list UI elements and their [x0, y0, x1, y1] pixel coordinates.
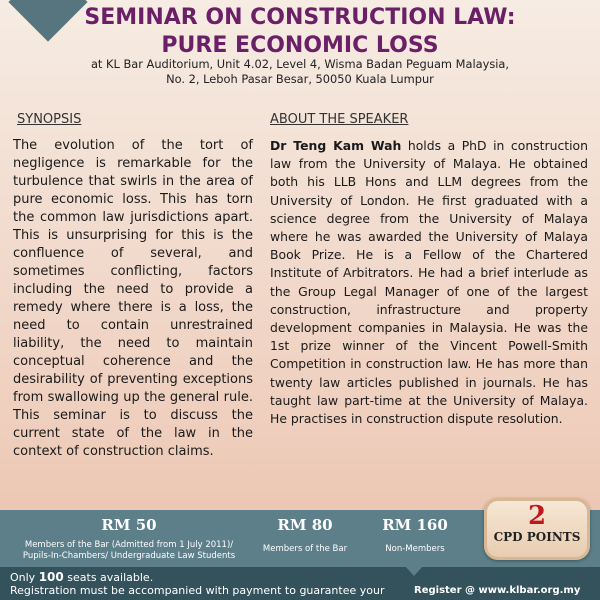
title-line-2: PURE ECONOMIC LOSS	[161, 33, 439, 58]
price-amount: RM 80	[277, 516, 333, 534]
notch-decoration	[405, 566, 423, 576]
title-line-1: SEMINAR ON CONSTRUCTION LAW:	[84, 5, 516, 30]
venue-line-2: No. 2, Leboh Pasar Besar, 50050 Kuala Lumpur	[166, 71, 434, 86]
price-desc-line-2: Pupils-In-Chambers/ Undergraduate Law Students	[22, 551, 236, 561]
register-link[interactable]: Register @ www.klbar.org.my	[414, 585, 581, 596]
synopsis-heading: SYNOPSIS	[17, 112, 82, 127]
synopsis-body: The evolution of the tort of negligence is remarkable for the turbulence that swirls in the area of pure economic loss. This has torn the common law jurisdictions apart. This is unsurprising for this is the confluence of several, and sometimes conflicting, factors including the need to provide a remedy where there is a loss, the need to contain unrestrained liability, the need to maintain conceptual coherence and the desirability of preventing exceptions from swallowing up the general rule. This seminar is to discuss the current state of the law in the context of construction claims.	[13, 138, 253, 459]
registration-note: Registration must be accompanied with payment to guarantee your	[10, 584, 385, 597]
price-desc: Non-Members	[385, 544, 445, 554]
price-amount: RM 160	[382, 516, 448, 534]
price-tier-2	[250, 516, 360, 555]
seats-available	[10, 570, 153, 585]
price-desc	[0, 540, 258, 562]
cpd-points-number: 2	[527, 501, 547, 531]
speaker-bio-text: holds a PhD in construction law from the University of Malaya. He obtained both his LLB Hons and LLM degrees from the University of London. He first graduated with a science degree from the University of Malaya where he was awarded the University of Malaya Book Prize. He is a Fellow of the Chartered Institute of Arbitrators. He had a brief interlude as the Group Legal Manager of one of the largest construction, infrastructure and property development companies in Malaysia. He was the 1st prize winner of the Vincent Powell-Smith Competition in construction law. He has more than twenty law articles published in journals. He has taught law part-time at the University of Malaya. He practises in construction dispute resolution.	[270, 138, 588, 427]
seats-prefix: Only	[10, 571, 39, 584]
cpd-points-badge	[484, 498, 590, 560]
price-tier-1	[0, 516, 258, 562]
price-desc: Members of the Bar	[262, 544, 348, 554]
seats-count: 100	[38, 570, 64, 584]
footer-bar	[0, 567, 600, 600]
seats-suffix: seats available.	[63, 571, 154, 584]
speaker-heading: ABOUT THE SPEAKER	[270, 112, 409, 127]
venue-line-1: at KL Bar Auditorium, Unit 4.02, Level 4, Wisma Badan Peguam Malaysia,	[90, 57, 510, 71]
price-tier-3	[365, 516, 465, 555]
cpd-points-label: CPD POINTS	[493, 530, 581, 544]
price-amount: RM 50	[101, 516, 157, 534]
speaker-bio	[270, 137, 588, 428]
seminar-title	[0, 4, 600, 60]
venue	[0, 57, 600, 86]
speaker-name: Dr Teng Kam Wah	[270, 138, 402, 153]
price-desc-line-1: Members of the Bar (Admitted from 1 July 2011)/	[24, 540, 234, 550]
